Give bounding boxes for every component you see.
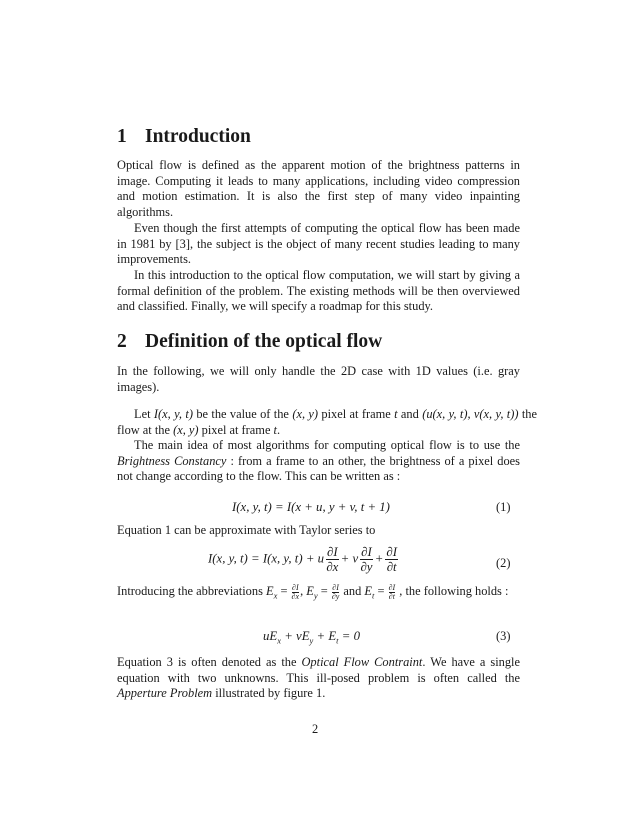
fraction-numerator: ∂I [291, 582, 299, 592]
section-title: Introduction [145, 126, 251, 147]
equation-3 [263, 629, 360, 646]
equation-1: I(x, y, t) = I(x + u, y + v, t + 1) [232, 500, 390, 514]
equation-term: uE [263, 629, 278, 643]
math-symbol: E [306, 584, 314, 598]
text-run: and [397, 407, 423, 421]
text-run: and [340, 584, 365, 598]
intro-paragraph-1: Optical flow is defined as the apparent motion of the brightness patterns in image. Computing it leads to many applications, including video compression and motion estimation. It is also the first step of many video inpainting algorithms. [117, 158, 520, 219]
emphasis-apperture-problem: Apperture Problem [117, 686, 213, 701]
definition-paragraph-5 [117, 583, 520, 604]
math-ey [306, 584, 318, 601]
math-subscript: t [372, 590, 375, 601]
equation-3-number: (3) [496, 629, 511, 643]
math-subscript: x [273, 590, 278, 601]
equation-term: = 0 [338, 629, 360, 643]
section-title: Definition of the optical flow [145, 331, 383, 352]
equation-term: + vE [281, 629, 310, 643]
fraction-di-dx-small [292, 584, 300, 601]
equation-2-term: + [374, 551, 384, 566]
page-number: 2 [312, 722, 319, 736]
emphasis-optical-flow-contraint: Optical Flow Contraint [301, 655, 423, 669]
text-run: Equation 3 is often denoted as the [117, 655, 302, 669]
fraction-denominator: ∂x [326, 560, 339, 574]
fraction-di-dx [326, 545, 339, 574]
emphasis-brightness-constancy: Brightness Constancy [117, 453, 227, 468]
math-inline: t [273, 422, 277, 437]
text-run: = [317, 584, 331, 598]
text-run: the flow at the [117, 407, 538, 437]
fraction-di-dy-small [332, 584, 340, 601]
math-subscript: x [277, 635, 281, 646]
definition-paragraph-2 [117, 407, 537, 438]
section-number: 1 [117, 126, 127, 147]
text-run: Introducing the abbreviations [117, 584, 266, 598]
section-heading-introduction [117, 126, 251, 148]
fraction-di-dt [385, 545, 398, 574]
equation-term: + E [313, 629, 337, 643]
math-inline: t [394, 407, 398, 421]
math-inline: (x, y) [292, 407, 319, 421]
math-symbol: E [266, 584, 274, 598]
text-run: = [374, 584, 388, 598]
fraction-di-dt-small [389, 584, 396, 601]
text-run: . We have a single equation with two unknowns. This ill-posed problem is often called the [117, 655, 520, 685]
section-heading-definition [117, 331, 382, 353]
fraction-denominator: ∂x [291, 591, 300, 601]
equation-1-number: (1) [496, 500, 511, 514]
math-symbol: E [364, 584, 372, 598]
text-run: illustrated by figure 1. [212, 686, 326, 701]
fraction-di-dy [360, 545, 373, 574]
definition-paragraph-6 [117, 655, 520, 702]
math-inline: (u(x, y, t), v(x, y, t)) [422, 407, 519, 421]
text-run: , [300, 584, 307, 598]
math-subscript: y [313, 590, 318, 601]
math-et [364, 584, 375, 601]
equation-2-lhs: I(x, y, t) = I(x, y, t) + u [208, 551, 325, 566]
math-ex [266, 584, 278, 601]
definition-paragraph-1: In the following, we will only handle the 2D case with 1D values (i.e. gray images). [117, 364, 520, 394]
fraction-denominator: ∂y [360, 560, 373, 574]
intro-paragraph-2: Even though the first attempts of computing the optical flow has been made in 1981 by [3], the subject is the object of many recent studies leading to many improvements. [117, 221, 520, 267]
text-run: . [277, 422, 281, 437]
math-inline: (x, y) [173, 422, 199, 437]
fraction-numerator: ∂I [386, 545, 397, 559]
equation-2-number: (2) [496, 556, 511, 570]
math-inline: I(x, y, t) [153, 407, 193, 421]
fraction-numerator: ∂I [327, 545, 338, 559]
fraction-numerator: ∂I [361, 545, 372, 559]
text-run: Let [134, 407, 154, 421]
text-run: pixel at frame [318, 407, 395, 421]
text-run: , the following holds : [396, 584, 509, 598]
intro-paragraph-3: In this introduction to the optical flow computation, we will start by giving a formal definition of the problem. The existing methods will be then overviewed and classified. Finally, we will specify a roadmap for this study. [117, 268, 520, 314]
math-subscript: t [336, 635, 339, 646]
fraction-denominator: ∂t [386, 560, 397, 574]
equation-2-term: + v [340, 551, 359, 566]
text-run: = [277, 584, 291, 598]
text-run: be the value of the [192, 407, 293, 421]
definition-paragraph-3 [117, 438, 520, 485]
definition-paragraph-4: Equation 1 can be approximate with Taylor series to [117, 523, 376, 537]
fraction-numerator: ∂I [332, 582, 339, 592]
text-run: The main idea of most algorithms for computing optical flow is to use the [134, 438, 520, 452]
math-subscript: y [309, 635, 314, 646]
fraction-numerator: ∂I [388, 582, 396, 592]
text-run: pixel at frame [198, 422, 274, 437]
text-run: : from a frame to an other, the brightness of a pixel does not change according to the flow. This can be written as : [117, 453, 520, 484]
section-number: 2 [117, 331, 127, 352]
fraction-denominator: ∂t [388, 591, 395, 601]
equation-2 [208, 545, 400, 574]
fraction-denominator: ∂y [331, 591, 340, 601]
